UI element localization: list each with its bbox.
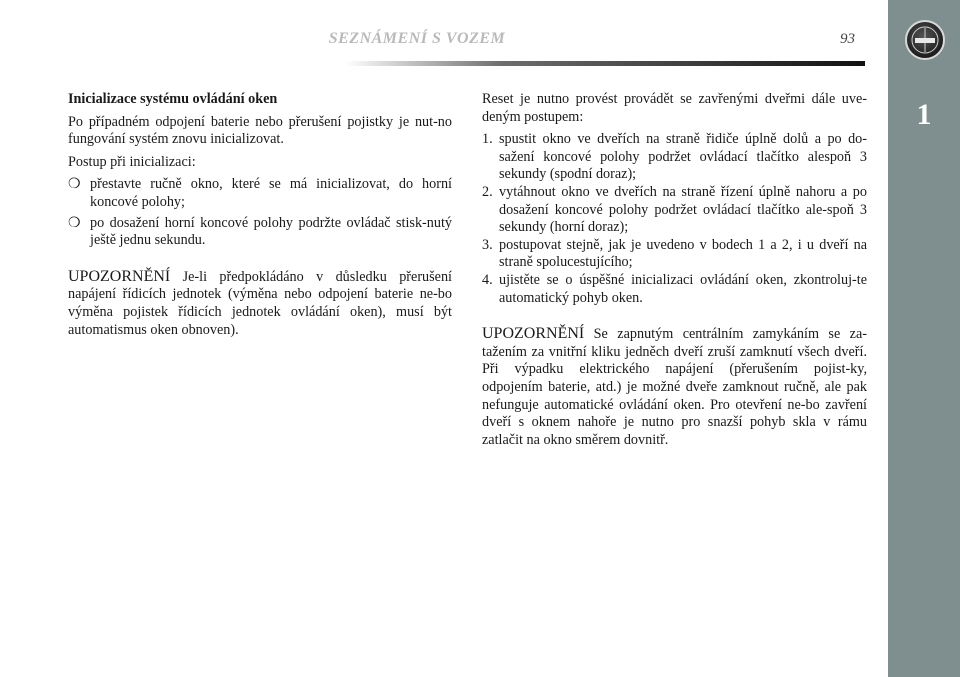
- bullet-text: po dosažení horní koncové polohy podržte ovládač stisk-nutý ještě jednu sekundu.: [90, 214, 452, 249]
- chapter-side-tab: [888, 0, 960, 677]
- section-heading: Inicializace systému ovládání oken: [68, 91, 278, 107]
- list-item: [68, 215, 452, 250]
- step-number: 2.: [482, 183, 493, 200]
- right-column: [482, 91, 867, 449]
- procedure-bullet-list: [68, 176, 452, 249]
- list-item: [482, 272, 867, 307]
- header-rule: [345, 61, 865, 66]
- list-item: [482, 237, 867, 272]
- page-number: 93: [840, 31, 855, 47]
- step-text: ujistěte se o úspěšné inicializaci ovládání oken, zkontroluj-te automatický pohyb oken.: [499, 271, 867, 306]
- step-text: postupovat stejně, jak je uvedeno v bodech 1 a 2, i u dveří na straně spolucestujícího;: [499, 236, 867, 271]
- lancia-logo-icon: [905, 20, 945, 60]
- list-item: [482, 131, 867, 184]
- lancia-shield-icon: [910, 25, 940, 55]
- reset-steps-list: [482, 131, 867, 307]
- bullet-circle-icon: ❍: [68, 215, 81, 231]
- intro-paragraph: Po případném odpojení baterie nebo přerušení pojistky je nut-no fungování systém znovu inicializovat.: [68, 113, 452, 148]
- warning-note: [482, 325, 867, 449]
- bullet-text: přestavte ručně okno, které se má inicializovat, do horní koncové polohy;: [90, 176, 452, 210]
- step-text: spustit okno ve dveřích na straně řidiče úplně dolů a po do-sažení koncové polohy podržet ovládací tlačítko alespoň 3 sekundy (spodní doraz);: [499, 131, 867, 183]
- note-text: Je-li předpokládáno v důsledku přerušení napájení řídicích jednotek (výměna nebo odpojení baterie ne-bo výměna pojistek řídicích jednotek ovládání oken), musí být automatismus oken obnoven).: [68, 268, 452, 338]
- left-column: [68, 91, 452, 339]
- reset-intro: Reset je nutno provést provádět se zavřenými dveřmi dále uve-deným postupem:: [482, 91, 867, 125]
- bullet-circle-icon: ❍: [68, 177, 81, 193]
- note-label: UPOZORNĚNÍ: [68, 267, 171, 285]
- list-item: [68, 176, 452, 211]
- step-number: 4.: [482, 271, 493, 288]
- step-number: 3.: [482, 236, 493, 253]
- running-header-title: SEZNÁMENÍ S VOZEM: [328, 30, 506, 47]
- procedure-label: Postup při inicializaci:: [68, 153, 196, 170]
- chapter-number: 1: [916, 98, 932, 131]
- list-item: [482, 184, 867, 237]
- note-text: Se zapnutým centrálním zamykáním se za-tažením za vnitřní kliku jedněch dveří zruší zamknutí všech dveří. Při výpadku elektrického napájení (přerušením pojist-ky, odpojením baterie, atd.) je možné dveře zamknout ručně, ale pak nefunguje automatické ovládání oken. Pro otevření ne-bo zavření dveří s oknem nahoře je nutno pro snazší pohyb skla v rámu zatlačit na okno směrem dovnitř.: [482, 326, 868, 448]
- note-label: UPOZORNĚNÍ: [482, 325, 585, 343]
- step-text: vytáhnout okno ve dveřích na straně řízení úplně nahoru a po dosažení koncové polohy podržet ovládací tlačítko ale-spoň 3 sekundy (horní doraz);: [499, 183, 867, 236]
- warning-note: [68, 268, 452, 339]
- step-number: 1.: [482, 131, 493, 148]
